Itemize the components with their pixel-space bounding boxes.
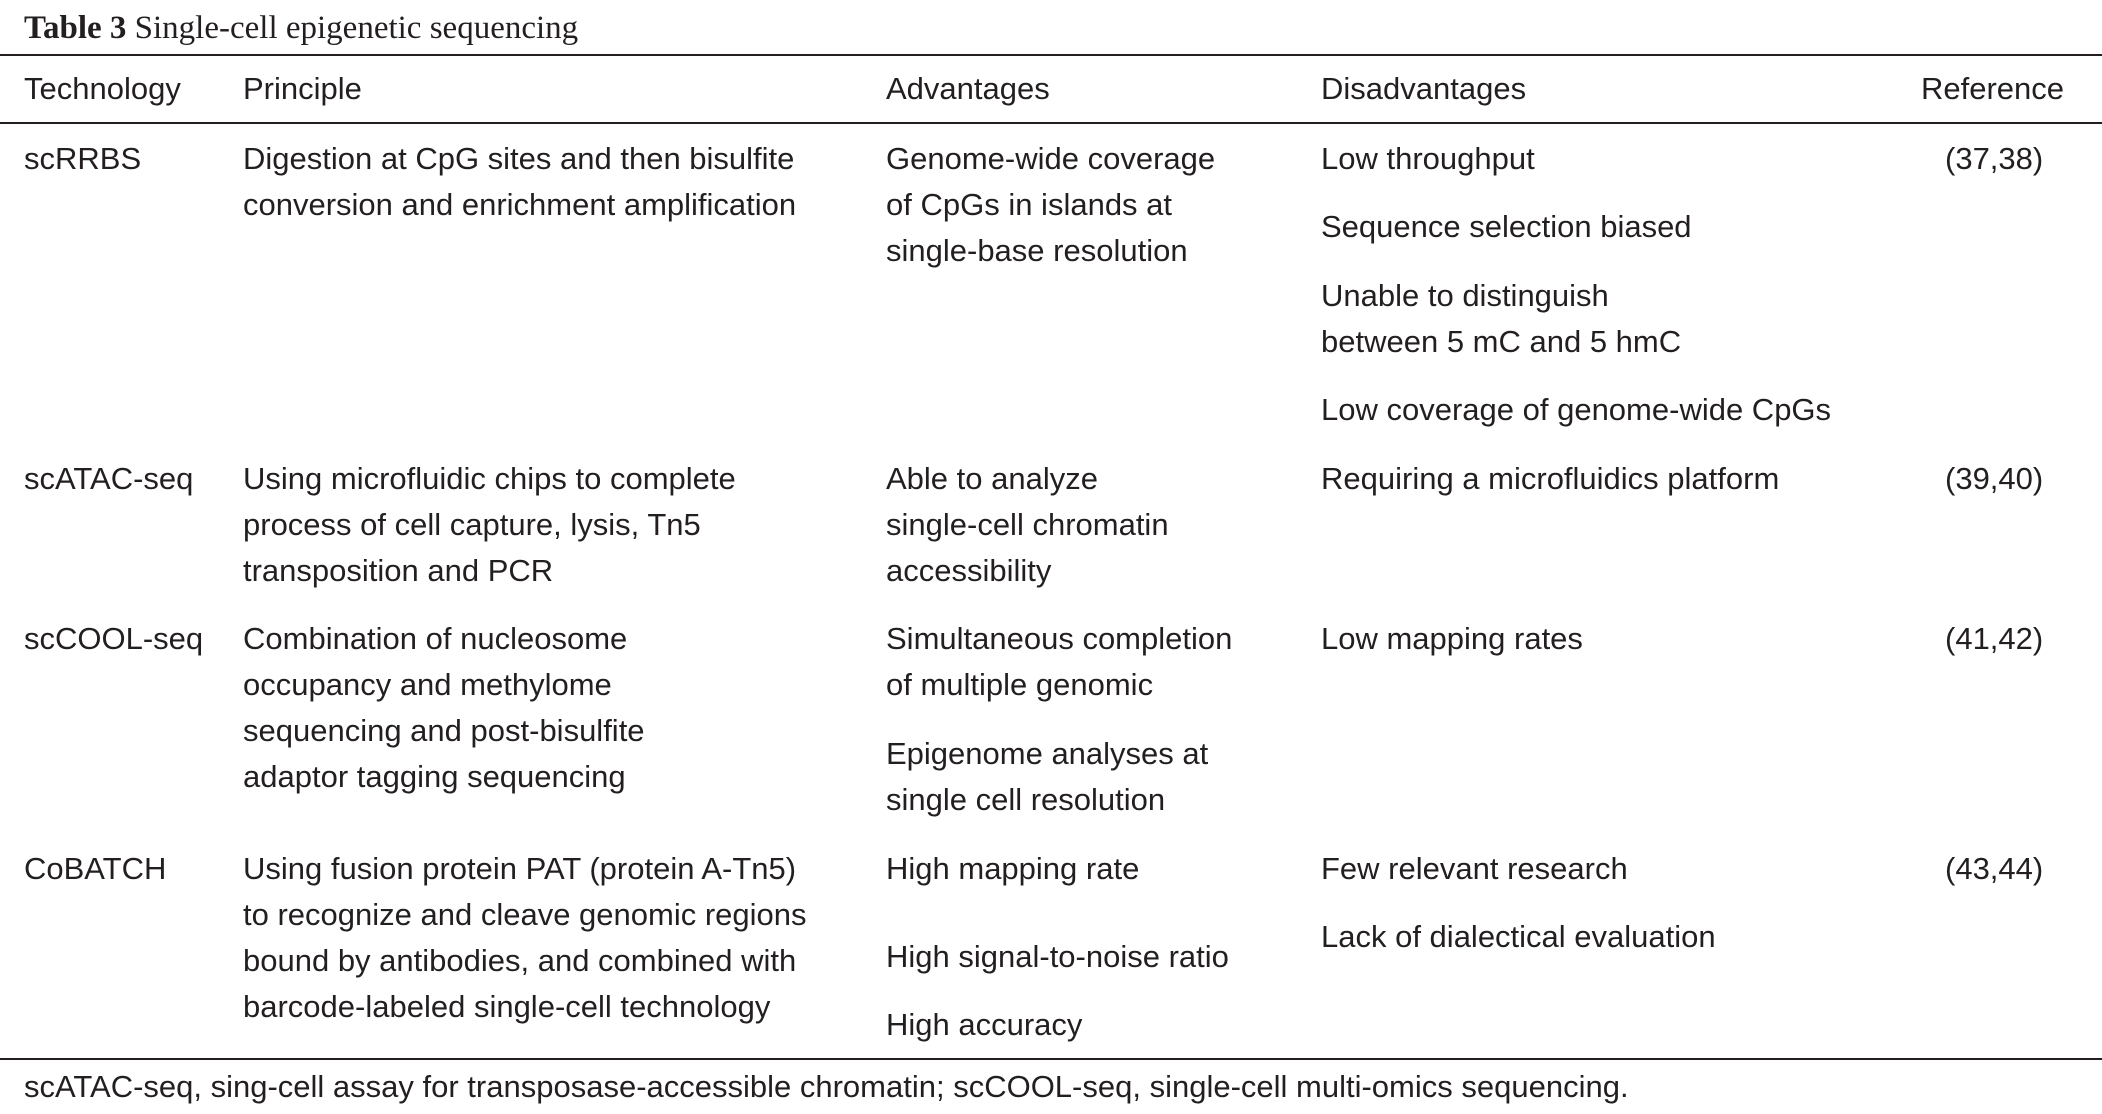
table-caption-label: Table 3 [24,10,127,46]
header-technology: Technology [24,71,181,106]
row-disadvantage-line: Sequence selection biased [1321,209,1692,244]
row-reference: (37,38) [1945,141,2044,176]
row-reference: (39,40) [1945,461,2044,496]
row-advantage-line: Simultaneous completion [886,621,1233,656]
header-rule [0,122,2102,124]
header-principle: Principle [243,71,362,106]
row-principle-line: Using microfluidic chips to complete [243,461,736,496]
row-advantage-line: accessibility [886,553,1052,588]
row-principle-line: process of cell capture, lysis, Tn5 [243,507,701,542]
table-caption [24,6,578,50]
row-principle-line: conversion and enrichment amplification [243,187,797,222]
row-disadvantage-line: Few relevant research [1321,851,1628,886]
row-disadvantage-line: Lack of dialectical evaluation [1321,919,1716,954]
row-principle-line: adaptor tagging sequencing [243,759,626,794]
row-advantage-line: Able to analyze [886,461,1098,496]
row-technology: scATAC-seq [24,461,194,496]
bottom-rule [0,1058,2102,1060]
row-reference: (41,42) [1945,621,2044,656]
row-principle-line: sequencing and post-bisulfite [243,713,645,748]
row-advantage-line: single-base resolution [886,233,1188,268]
row-advantage-line: of CpGs in islands at [886,187,1173,222]
row-principle-line: Digestion at CpG sites and then bisulfite [243,141,795,176]
row-advantage-line: of multiple genomic [886,667,1154,702]
row-disadvantage-line: between 5 mC and 5 hmC [1321,324,1682,359]
row-principle-line: occupancy and methylome [243,667,612,702]
row-advantage-line: High signal-to-noise ratio [886,939,1229,974]
row-advantage-line: single-cell chromatin [886,507,1169,542]
row-principle-line: Using fusion protein PAT (protein A-Tn5) [243,851,797,886]
row-technology: scRRBS [24,141,142,176]
row-principle-line: transposition and PCR [243,553,554,588]
row-disadvantage-line: Low mapping rates [1321,621,1583,656]
row-technology: scCOOL-seq [24,621,204,656]
row-disadvantage-line: Low coverage of genome-wide CpGs [1321,392,1832,427]
row-principle-line: barcode-labeled single-cell technology [243,989,771,1024]
row-disadvantage-line: Unable to distinguish [1321,278,1609,313]
row-disadvantage-line: Requiring a microfluidics platform [1321,461,1780,496]
row-disadvantage-line: Low throughput [1321,141,1535,176]
header-advantages: Advantages [886,71,1050,106]
table-caption-title: Single-cell epigenetic sequencing [134,10,579,46]
row-reference: (43,44) [1945,851,2044,886]
row-advantage-line: Epigenome analyses at [886,736,1209,771]
row-advantage-line: High mapping rate [886,851,1140,886]
row-principle-line: Combination of nucleosome [243,621,628,656]
top-rule [0,54,2102,56]
row-advantage-line: single cell resolution [886,782,1166,817]
header-disadvantages: Disadvantages [1321,71,1527,106]
table-footnote: scATAC-seq, sing-cell assay for transposase-accessible chromatin; scCOOL-seq, single-cell multi-omics sequencing. [24,1069,1629,1104]
header-reference: Reference [1921,71,2065,106]
row-principle-line: bound by antibodies, and combined with [243,943,797,978]
row-principle-line: to recognize and cleave genomic regions [243,897,807,932]
row-advantage-line: Genome-wide coverage [886,141,1216,176]
row-technology: CoBATCH [24,851,167,886]
row-advantage-line: High accuracy [886,1007,1083,1042]
